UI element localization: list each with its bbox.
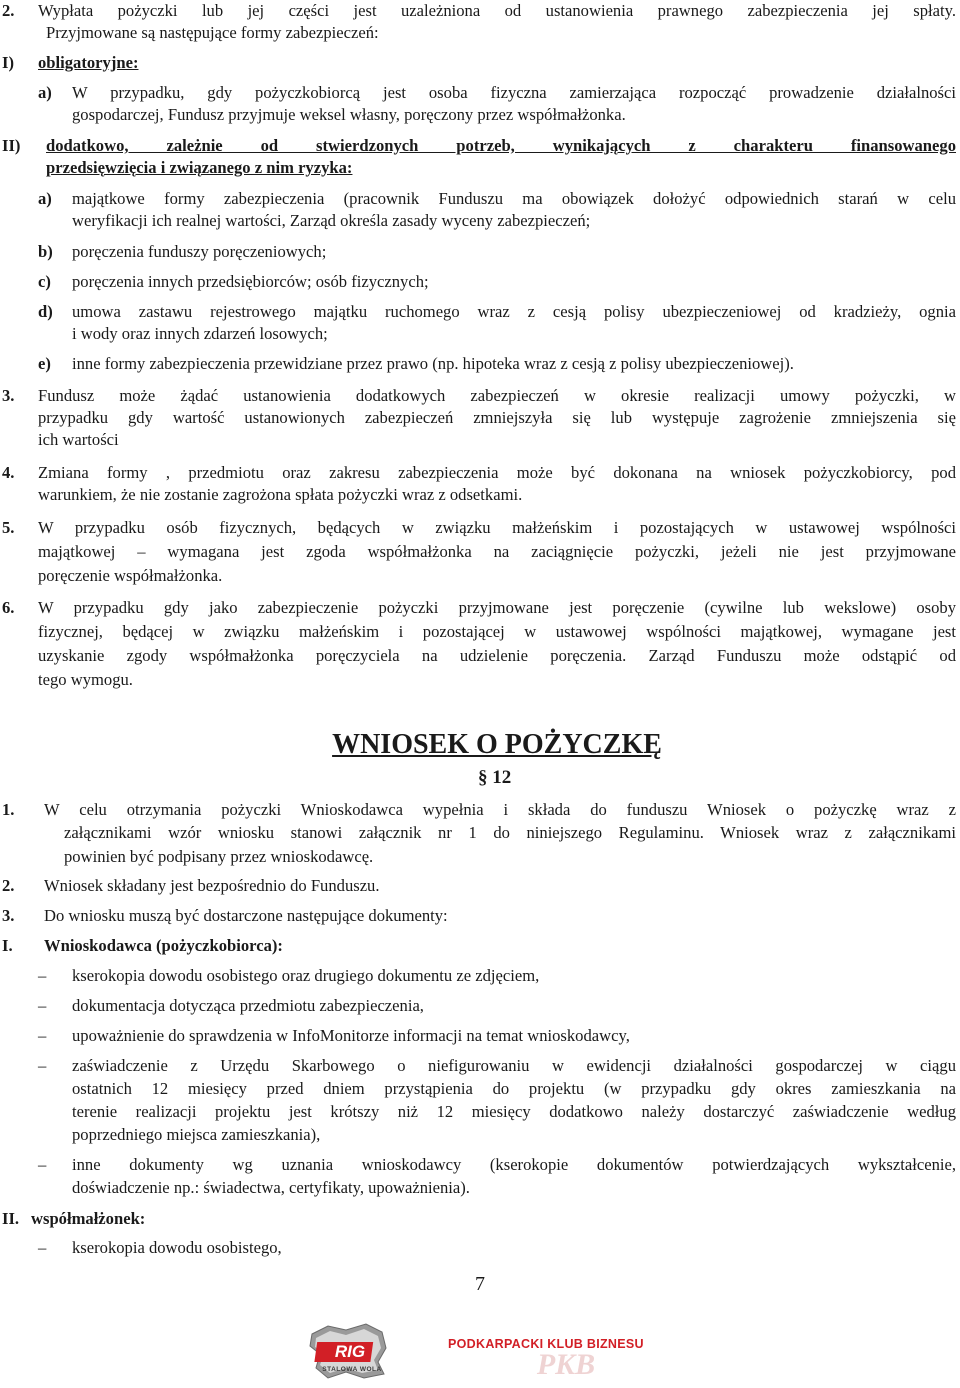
- list-label: a): [38, 189, 52, 208]
- paragraph-line: załącznikami wzór wniosku stanowi załącznik nr 1 do niniejszego Regulaminu. Wniosek wraz z załącznikami: [64, 823, 956, 842]
- list-item-text: upoważnienie do sprawdzenia w InfoMonitorze informacji na temat wnioskodawcy,: [72, 1026, 630, 1045]
- list-item-text: zaświadczenie z Urzędu Skarbowego o niefigurowaniu w ewidencji działalności gospodarczej w ciągu: [72, 1056, 956, 1075]
- subsection-title: dodatkowo, zależnie od stwierdzonych potrzeb, wynikających z charakteru finansowanego: [46, 136, 956, 155]
- paragraph-line: Fundusz może żądać ustanowienia dodatkowych zabezpieczeń w okresie realizacji umowy pożyczki, w: [38, 386, 956, 405]
- bullet-dash: –: [38, 996, 47, 1015]
- paragraph-line: uzyskanie zgody współmałżonka poręczyciela na udzielenie poręczenia. Zarząd Funduszu może odstąpić od: [38, 646, 956, 665]
- page-number: 7: [475, 1273, 485, 1295]
- list-item-text: ostatnich 12 miesięcy przed dniem przystąpienia do projektu (w przypadku gdy okres zamieszkania na: [72, 1079, 956, 1098]
- pkb-logo: [448, 1336, 648, 1382]
- paragraph-line: Do wniosku muszą być dostarczone następujące dokumenty:: [44, 906, 448, 925]
- section-number: 2.: [2, 876, 15, 895]
- section-number: 3.: [2, 386, 15, 405]
- list-item-text: W przypadku, gdy pożyczkobiorcą jest osoba fizyczna zamierzająca rozpocząć prowadzenie działalności: [72, 83, 956, 102]
- list-item-text: dokumentacja dotycząca przedmiotu zabezpieczenia,: [72, 996, 424, 1015]
- list-item-text: doświadczenie np.: świadectwa, certyfikaty, upoważnienia).: [72, 1178, 470, 1197]
- paragraph-line: tego wymogu.: [38, 670, 133, 689]
- list-item-text: terenie realizacji projektu jest krótszy niż 12 miesięcy dodatkowo należy dostarczyć zaświadczenie według: [72, 1102, 956, 1121]
- rig-logo: [306, 1322, 390, 1382]
- section-number: 3.: [2, 906, 15, 925]
- bullet-dash: –: [38, 1238, 47, 1257]
- section-2-line: Wypłata pożyczki lub jej części jest uzależniona od ustanowienia prawnego zabezpieczenia jej spłaty.: [38, 1, 956, 20]
- bullet-dash: –: [38, 966, 47, 985]
- paragraph-line: W przypadku osób fizycznych, będących w związku małżeńskim i pozostających w ustawowej wspólności: [38, 518, 956, 537]
- paragraph-number: § 12: [478, 767, 512, 788]
- paragraph-line: poręczenie współmałżonka.: [38, 566, 223, 585]
- subsection-title: przedsięwzięcia i związanego z nim ryzyka:: [46, 158, 353, 177]
- section-number: 5.: [2, 518, 15, 537]
- paragraph-line: W celu otrzymania pożyczki Wnioskodawca wypełnia i składa do funduszu Wniosek o pożyczkę wraz z: [44, 800, 956, 819]
- bullet-dash: –: [38, 1026, 47, 1045]
- paragraph-line: powinien być podpisany przez wnioskodawcę.: [64, 847, 374, 866]
- list-label: b): [38, 242, 53, 261]
- rig-logo-text: RIG: [334, 1342, 366, 1361]
- paragraph-line: majątkowej – wymagana jest zgoda współmałżonka na zaciągnięcie pożyczki, jeżeli nie jest przyjmowane: [38, 542, 956, 561]
- pkb-logo-text: PODKARPACKI KLUB BIZNESU: [448, 1337, 644, 1351]
- list-item-text: poręczenia innych przedsiębiorców; osób fizycznych;: [72, 272, 429, 291]
- list-label: II): [2, 136, 21, 155]
- list-label: e): [38, 354, 51, 373]
- list-item-text: poprzedniego miejsca zamieszkania),: [72, 1125, 321, 1144]
- paragraph-line: W przypadku gdy jako zabezpieczenie pożyczki przyjmowane jest poręczenie (cywilne lub wekslowe) osoby: [38, 598, 956, 617]
- list-label: II.: [2, 1209, 20, 1228]
- paragraph-line: przypadku gdy wartość ustanowionych zabezpieczeń zmniejszyła się lub występuje zagrożenie zmniejszenia się: [38, 408, 956, 427]
- page-title: WNIOSEK O POŻYCZKĘ: [332, 729, 662, 760]
- subsection-title: współmałżonek:: [31, 1209, 146, 1228]
- list-item-text: umowa zastawu rejestrowego majątku ruchomego wraz z cesją polisy ubezpieczeniowej od kradzieży, ognia: [72, 302, 956, 321]
- section-number: 4.: [2, 463, 15, 482]
- section-number: 6.: [2, 598, 15, 617]
- section-number: 1.: [2, 800, 15, 819]
- list-item-text: kserokopia dowodu osobistego,: [72, 1238, 282, 1257]
- list-item-text: poręczenia funduszy poręczeniowych;: [72, 242, 327, 261]
- list-item-text: inne formy zabezpieczenia przewidziane przez prawo (np. hipoteka wraz z cesją z polisy ubezpieczeniowej).: [72, 354, 794, 373]
- paragraph-line: Wniosek składany jest bezpośrednio do Funduszu.: [44, 876, 380, 895]
- paragraph-line: ich wartości: [38, 430, 119, 449]
- subsection-title: Wnioskodawca (pożyczkobiorca):: [44, 936, 283, 955]
- bullet-dash: –: [38, 1155, 47, 1174]
- list-item-text: weryfikacji ich realnej wartości, Zarząd określa zasady wyceny zabezpieczeń;: [72, 211, 591, 230]
- bullet-dash: –: [38, 1056, 47, 1075]
- section-2-line: Przyjmowane są następujące formy zabezpieczeń:: [46, 23, 379, 42]
- list-item-text: inne dokumenty wg uznania wnioskodawcy (kserokopie dokumentów potwierdzających wykształcenie,: [72, 1155, 956, 1174]
- rig-logo-subtitle: STALOWA WOLA: [322, 1366, 382, 1373]
- list-item-text: i wody oraz innych zdarzeń losowych;: [72, 324, 328, 343]
- list-label: I.: [2, 936, 13, 955]
- list-item-text: kserokopia dowodu osobistego oraz drugiego dokumentu ze zdjęciem,: [72, 966, 540, 985]
- list-item-text: majątkowe formy zabezpieczenia (pracownik Funduszu ma obowiązek dołożyć odpowiednich starań w celu: [72, 189, 956, 208]
- subsection-title: obligatoryjne:: [38, 53, 139, 72]
- list-item-text: gospodarczej, Fundusz przyjmuje weksel własny, poręczony przez współmałżonka.: [72, 105, 626, 124]
- list-label: d): [38, 302, 53, 321]
- paragraph-line: fizycznej, będącej w związku małżeńskim i pozostającej w ustawowej wspólności majątkowej, wymagane jest: [38, 622, 956, 641]
- list-label: c): [38, 272, 51, 291]
- list-label: a): [38, 83, 52, 102]
- paragraph-line: Zmiana formy , przedmiotu oraz zakresu zabezpieczenia może być dokonana na wniosek pożyczkobiorcy, pod: [38, 463, 956, 482]
- paragraph-line: warunkiem, że nie zostanie zagrożona spłata pożyczki wraz z odsetkami.: [38, 485, 523, 504]
- section-number: 2.: [2, 1, 15, 20]
- list-label: I): [2, 53, 14, 72]
- pkb-monogram: PKB: [536, 1348, 596, 1381]
